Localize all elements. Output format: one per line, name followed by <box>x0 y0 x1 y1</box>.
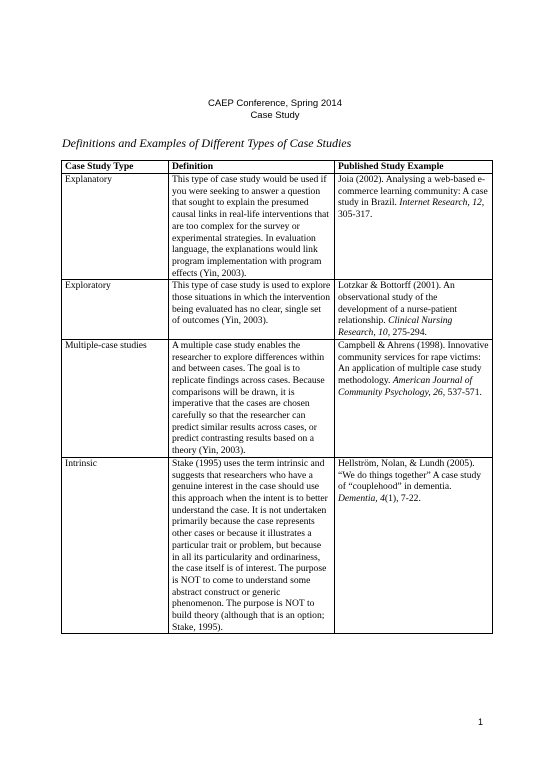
cell-type: Explanatory <box>62 174 169 280</box>
table-header-row <box>62 161 493 174</box>
cell-definition: A multiple case study enables the researcher to explore differences within and between cases. The goal is to replicate findings across cases. Because comparisons will be drawn, it is imperative that the cases are chosen carefully so that the researcher can predict similar results across cases, or predict contrasting results based on a theory (Yin, 2003). <box>169 339 335 457</box>
cell-example <box>335 457 493 634</box>
cell-type: Exploratory <box>62 280 169 340</box>
citation-journal: Dementia, 4 <box>338 492 385 504</box>
cell-example <box>335 280 493 340</box>
citation-text: Lotzkar & Bottorff (2001). An observational study of the development of a nurse-patient relationship. <box>338 280 458 327</box>
cell-type: Multiple-case studies <box>62 339 169 457</box>
citation-pages: , 305-317. <box>338 197 485 221</box>
table-row <box>62 457 493 634</box>
citation-journal: Internet Research, 12 <box>399 197 482 209</box>
column-header-type: Case Study Type <box>62 161 169 174</box>
citation-text: Joia (2002). Analysing a web-based e-commerce learning community: A case study in Brazil. <box>338 174 488 209</box>
table-caption: Definitions and Examples of Different Types of Case Studies <box>62 136 352 150</box>
citation-journal: American Journal of Community Psychology, 26 <box>338 374 473 398</box>
conference-header: CAEP Conference, Spring 2014 <box>208 98 342 109</box>
table-row <box>62 339 493 457</box>
case-study-table <box>61 160 493 634</box>
column-header-example: Published Study Example <box>335 161 493 174</box>
table-row <box>62 280 493 340</box>
table-row <box>62 174 493 280</box>
cell-definition: This type of case study would be used if you were seeking to answer a question that sought to explain the presumed causal links in real-life interventions that are too complex for the survey or experimental strategies. In evaluation language, the explanations would link program implementation with program effects (Yin, 2003). <box>169 174 335 280</box>
citation-pages: (1), 7-22. <box>384 492 421 504</box>
citation-journal: Clinical Nursing Research, 10 <box>338 315 453 339</box>
citation-text: Hellström, Nolan, & Lundh (2005). “We do things together” A case study of “couplehood” in dementia. <box>338 457 482 493</box>
cell-example <box>335 339 493 457</box>
citation-text: Campbell & Ahrens (1998). Innovative community services for rape victims: An application of multiple case study methodology. <box>338 339 489 386</box>
cell-example <box>335 174 493 280</box>
cell-type: Intrinsic <box>62 457 169 634</box>
document-header: Case Study <box>250 110 300 121</box>
citation-pages: , 537-571. <box>442 386 482 398</box>
cell-definition: Stake (1995) uses the term intrinsic and suggests that researchers who have a genuine interest in the case should use this approach when the intent is to better understand the case. It is not undertaken primarily because the case represents other cases or because it illustrates a particular trait or problem, but because in all its particularity and ordinariness, the case itself is of interest. The purpose is NOT to come to understand some abstract construct or generic phenomenon. The purpose is NOT to build theory (although that is an option; Stake, 1995). <box>169 457 335 634</box>
column-header-definition: Definition <box>169 161 335 174</box>
page-number: 1 <box>478 717 484 727</box>
cell-definition: This type of case study is used to explore those situations in which the intervention being evaluated has no clear, single set of outcomes (Yin, 2003). <box>169 280 335 340</box>
citation-pages: , 275-294. <box>387 327 427 339</box>
